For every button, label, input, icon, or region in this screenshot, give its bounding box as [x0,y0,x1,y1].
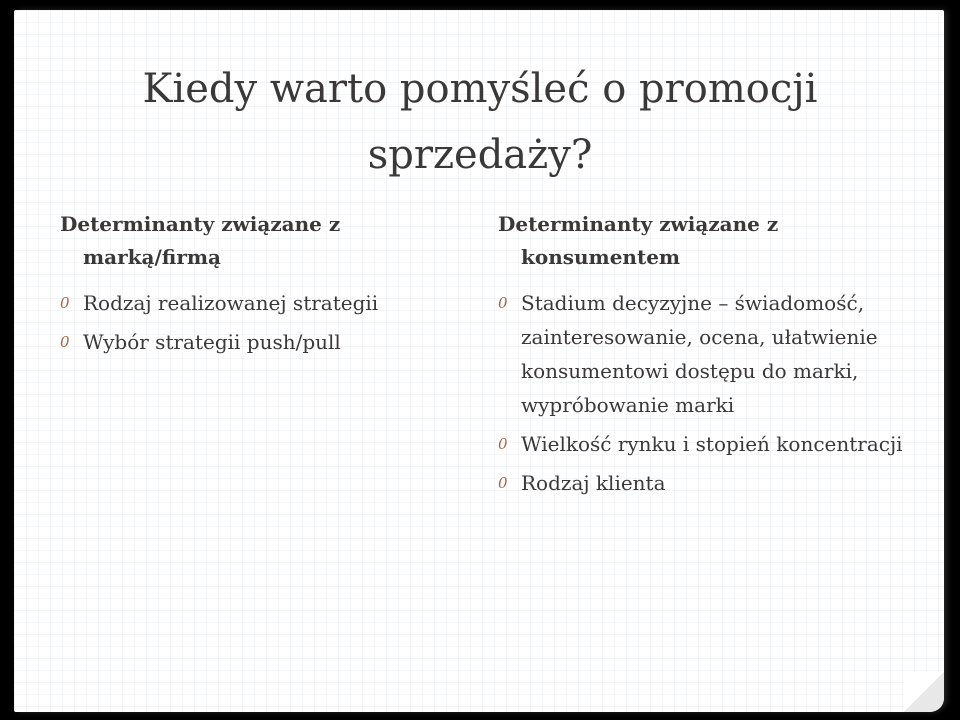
left-column-heading [60,208,450,274]
left-column [60,208,450,364]
bullet-marker: 0 [498,474,508,492]
list-item [498,286,918,422]
left-heading-line-2: marką/firmą [83,245,221,269]
list-item-text: Wielkość rynku i stopień koncentracji [521,432,903,456]
bullet-marker: 0 [60,294,70,312]
list-item [498,466,918,500]
list-item [60,325,450,359]
list-item-text: Rodzaj klienta [521,471,666,495]
bullet-marker: 0 [60,333,70,351]
right-heading-line-2: konsumentem [521,245,681,269]
list-item [60,286,450,320]
page-curl [904,672,944,712]
right-column-heading [498,208,918,274]
left-bullet-list [60,286,450,359]
list-item [498,427,918,461]
list-item-text: Stadium decyzyjne – świadomość, zainteresowanie, ocena, ułatwienie konsumentowi dostępu do marki, wypróbowanie marki [521,291,878,417]
right-heading-line-1: Determinanty związane z [498,212,779,236]
list-item-text: Wybór strategii push/pull [83,330,341,354]
slide-title: Kiedy warto pomyśleć o promocji sprzedaży? [142,66,818,178]
bullet-marker: 0 [498,435,508,453]
bullet-marker: 0 [498,294,508,312]
right-column [498,208,918,505]
left-heading-line-1: Determinanty związane z [60,212,341,236]
right-bullet-list [498,286,918,500]
list-item-text: Rodzaj realizowanej strategii [83,291,379,315]
